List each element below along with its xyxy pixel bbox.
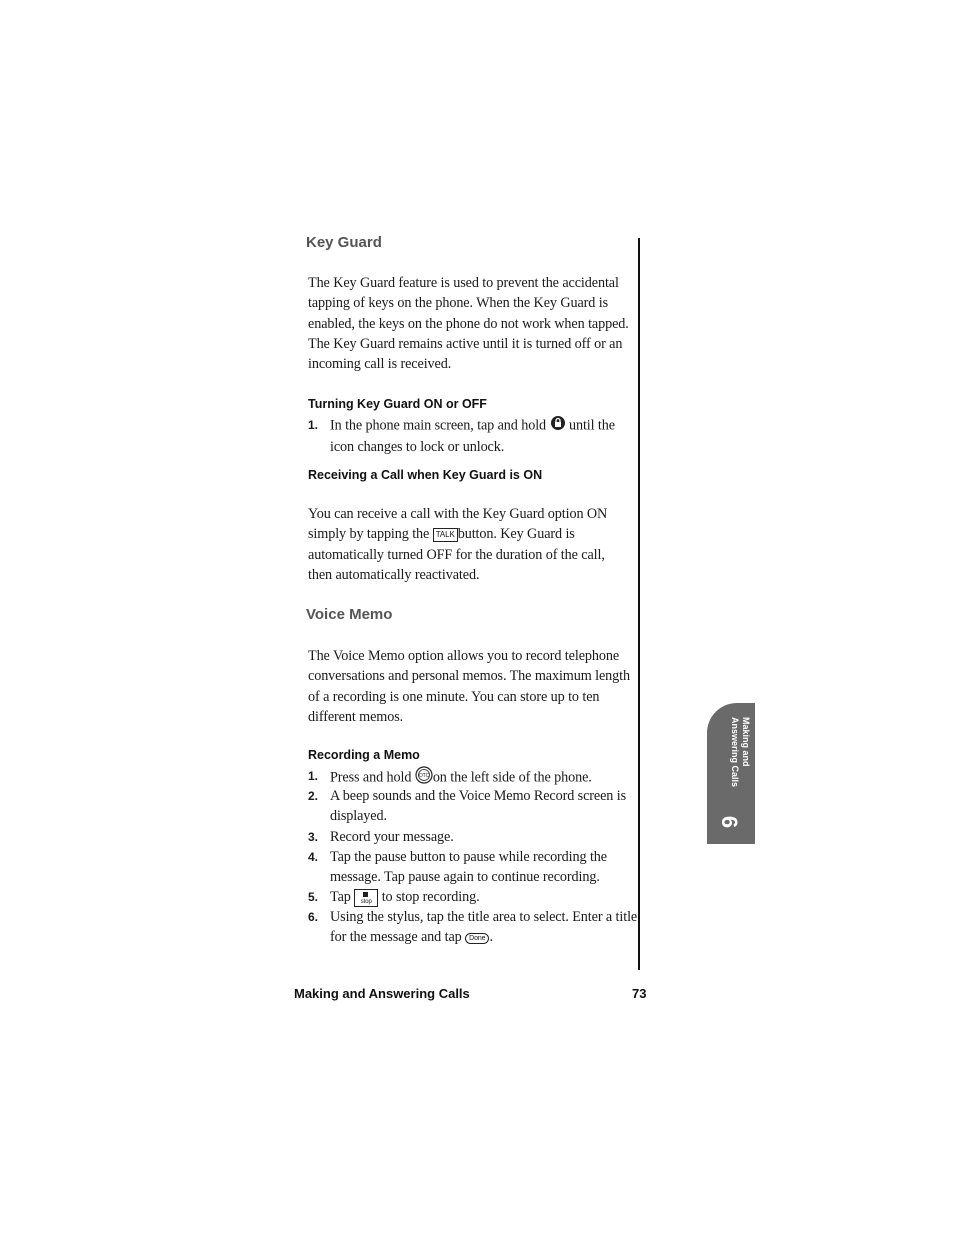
step-number: 2. <box>308 789 319 803</box>
list-item <box>308 887 638 907</box>
stop-button-icon: stop <box>354 889 378 907</box>
step-text: Record your message. <box>330 829 454 845</box>
voice-memo-intro: The Voice Memo option allows you to record telephone conversations and personal memos. The maximum length of a recording is one minute. You can store up to ten different memos. <box>308 648 630 725</box>
step-number: 5. <box>308 890 319 904</box>
step-number: 6. <box>308 910 319 924</box>
list-item <box>308 786 638 827</box>
step-number: 4. <box>308 850 319 864</box>
heading-recording-memo: Recording a Memo <box>308 748 420 762</box>
lock-key-icon <box>550 415 566 437</box>
svg-text:OTC: OTC <box>418 773 429 779</box>
step-number: 3. <box>308 830 319 844</box>
list-item <box>308 827 638 847</box>
list-item <box>308 847 638 888</box>
step-number: 1. <box>308 769 319 783</box>
step-number: 1. <box>308 418 319 432</box>
done-button-icon: Done <box>465 933 489 944</box>
column-rule <box>638 238 640 970</box>
heading-voice-memo: Voice Memo <box>306 606 393 623</box>
step-text: A beep sounds and the Voice Memo Record screen is displayed. <box>330 788 626 825</box>
heading-turning-key-guard: Turning Key Guard ON or OFF <box>308 397 487 411</box>
step-text: Press and hold OTC on the left side of the phone. <box>330 766 638 790</box>
page-number: 73 <box>632 986 647 1001</box>
step-text: In the phone main screen, tap and hold until the icon changes to lock or unlock. <box>330 415 638 458</box>
heading-receiving-call: Receiving a Call when Key Guard is ON <box>308 468 543 482</box>
chapter-tab-label <box>707 703 755 844</box>
chapter-tab-line2: Answering Calls <box>730 717 740 788</box>
key-guard-intro: The Key Guard feature is used to prevent the accidental tapping of keys on the phone. When the Key Guard is enabled, the keys on the phone do not work when tapped. The Key Guard remains active until it is turned off or an incoming call is received. <box>308 275 629 373</box>
chapter-tab-line1: Making and <box>741 717 751 767</box>
footer-chapter-title: Making and Answering Calls <box>294 986 470 1001</box>
talk-key-icon: TALK <box>433 528 458 542</box>
chapter-number: 6 <box>717 815 743 829</box>
step-text: Tap stop to stop recording. <box>330 889 480 905</box>
list-item <box>308 907 638 948</box>
receiving-call-text: You can receive a call with the Key Guard option ON simply by tapping the TALK button. Key Guard is automatically turned OFF for the duration of the call, then automatically reactivated. <box>308 506 608 583</box>
step-text: Tap the pause button to pause while recording the message. Tap pause again to continue recording. <box>330 849 607 886</box>
heading-key-guard: Key Guard <box>306 234 382 251</box>
step-text: Using the stylus, tap the title area to select. Enter a title for the message and tap Done . <box>330 909 638 946</box>
list-item <box>308 415 638 458</box>
